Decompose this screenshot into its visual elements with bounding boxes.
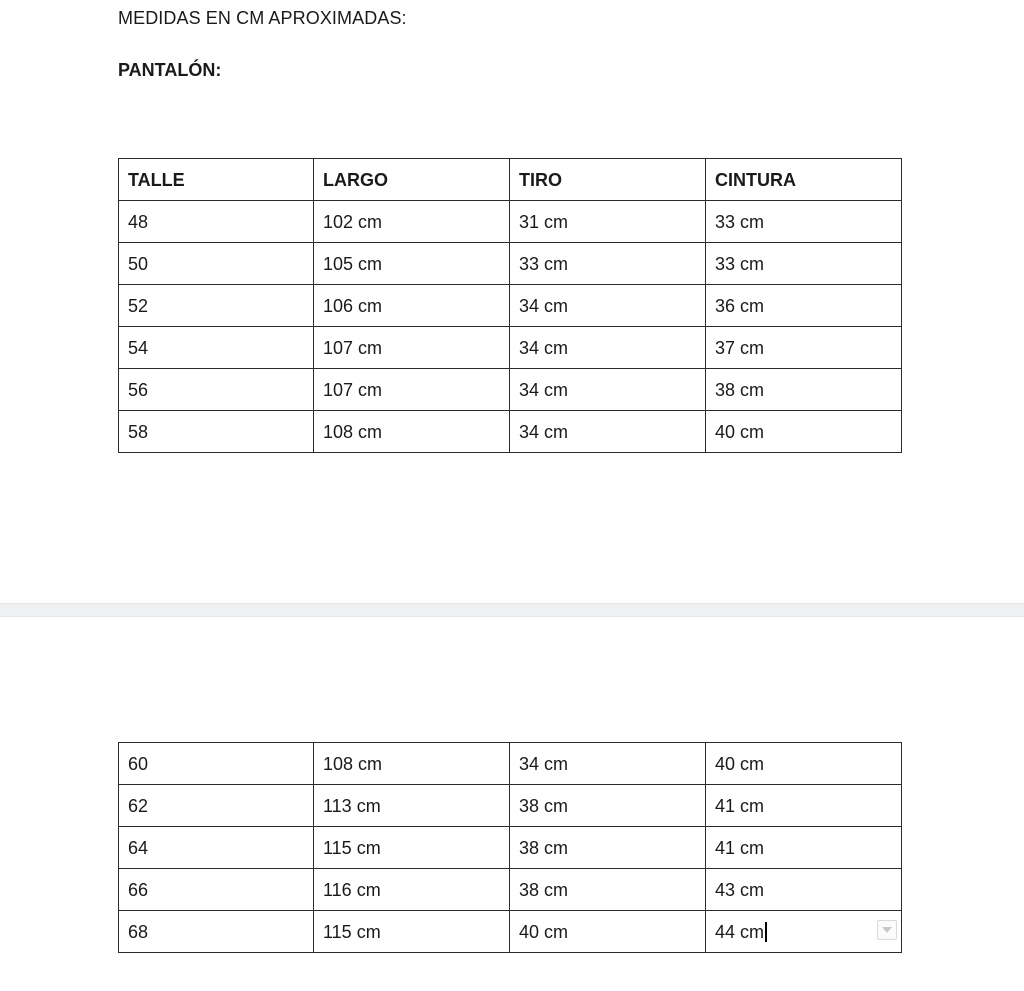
table-header-row bbox=[119, 159, 902, 201]
cell-tiro[interactable]: 31 cm bbox=[510, 201, 706, 243]
table-row bbox=[119, 369, 902, 411]
cell-cintura[interactable]: 36 cm bbox=[706, 285, 902, 327]
cell-largo[interactable]: 107 cm bbox=[314, 369, 510, 411]
cell-talle[interactable]: 58 bbox=[119, 411, 314, 453]
cell-largo[interactable]: 108 cm bbox=[314, 411, 510, 453]
cell-talle[interactable]: 60 bbox=[119, 743, 314, 785]
cell-cintura[interactable]: 40 cm bbox=[706, 411, 902, 453]
cell-cintura[interactable]: 41 cm bbox=[706, 785, 902, 827]
size-table-part-2 bbox=[118, 742, 902, 953]
cell-talle[interactable]: 54 bbox=[119, 327, 314, 369]
cell-cintura[interactable]: 41 cm bbox=[706, 827, 902, 869]
cell-tiro[interactable]: 34 cm bbox=[510, 411, 706, 453]
cell-talle[interactable]: 48 bbox=[119, 201, 314, 243]
header-tiro[interactable]: TIRO bbox=[510, 159, 706, 201]
table-row bbox=[119, 785, 902, 827]
cell-largo[interactable]: 106 cm bbox=[314, 285, 510, 327]
cell-tiro[interactable]: 38 cm bbox=[510, 869, 706, 911]
cell-talle[interactable]: 52 bbox=[119, 285, 314, 327]
cell-dropdown-icon[interactable] bbox=[877, 920, 897, 940]
section-title-pantalon: PANTALÓN: bbox=[118, 60, 222, 80]
cell-tiro[interactable]: 38 cm bbox=[510, 785, 706, 827]
table-row bbox=[119, 911, 902, 953]
cell-largo[interactable]: 102 cm bbox=[314, 201, 510, 243]
cell-talle[interactable]: 62 bbox=[119, 785, 314, 827]
cell-largo[interactable]: 115 cm bbox=[314, 911, 510, 953]
cell-largo[interactable]: 115 cm bbox=[314, 827, 510, 869]
header-largo[interactable]: LARGO bbox=[314, 159, 510, 201]
cell-tiro[interactable]: 34 cm bbox=[510, 285, 706, 327]
cell-cintura[interactable]: 37 cm bbox=[706, 327, 902, 369]
page-break bbox=[0, 603, 1024, 617]
table-row bbox=[119, 743, 902, 785]
cell-talle[interactable]: 66 bbox=[119, 869, 314, 911]
table-row bbox=[119, 869, 902, 911]
cell-tiro[interactable]: 34 cm bbox=[510, 743, 706, 785]
header-talle[interactable]: TALLE bbox=[119, 159, 314, 201]
cell-talle[interactable]: 50 bbox=[119, 243, 314, 285]
cell-cintura[interactable]: 33 cm bbox=[706, 243, 902, 285]
table-row bbox=[119, 327, 902, 369]
cell-cintura-active[interactable] bbox=[706, 911, 902, 953]
cell-largo[interactable]: 108 cm bbox=[314, 743, 510, 785]
cell-cintura-text: 44 cm bbox=[715, 921, 765, 942]
cell-talle[interactable]: 56 bbox=[119, 369, 314, 411]
size-table-part-1 bbox=[118, 158, 902, 453]
cell-cintura[interactable]: 33 cm bbox=[706, 201, 902, 243]
table-row bbox=[119, 411, 902, 453]
cell-talle[interactable]: 64 bbox=[119, 827, 314, 869]
cell-cintura[interactable]: 43 cm bbox=[706, 869, 902, 911]
cell-cintura[interactable]: 38 cm bbox=[706, 369, 902, 411]
cell-largo[interactable]: 113 cm bbox=[314, 785, 510, 827]
cell-tiro[interactable]: 38 cm bbox=[510, 827, 706, 869]
header-cintura[interactable]: CINTURA bbox=[706, 159, 902, 201]
table-row bbox=[119, 201, 902, 243]
cell-talle[interactable]: 68 bbox=[119, 911, 314, 953]
cell-largo[interactable]: 107 cm bbox=[314, 327, 510, 369]
cell-tiro[interactable]: 34 cm bbox=[510, 369, 706, 411]
cell-largo[interactable]: 105 cm bbox=[314, 243, 510, 285]
cell-tiro[interactable]: 40 cm bbox=[510, 911, 706, 953]
document-heading: MEDIDAS EN CM APROXIMADAS: bbox=[118, 8, 407, 28]
cell-cintura[interactable]: 40 cm bbox=[706, 743, 902, 785]
table-row bbox=[119, 827, 902, 869]
text-cursor bbox=[765, 922, 767, 942]
cell-largo[interactable]: 116 cm bbox=[314, 869, 510, 911]
table-row bbox=[119, 285, 902, 327]
table-row bbox=[119, 243, 902, 285]
cell-tiro[interactable]: 33 cm bbox=[510, 243, 706, 285]
cell-tiro[interactable]: 34 cm bbox=[510, 327, 706, 369]
